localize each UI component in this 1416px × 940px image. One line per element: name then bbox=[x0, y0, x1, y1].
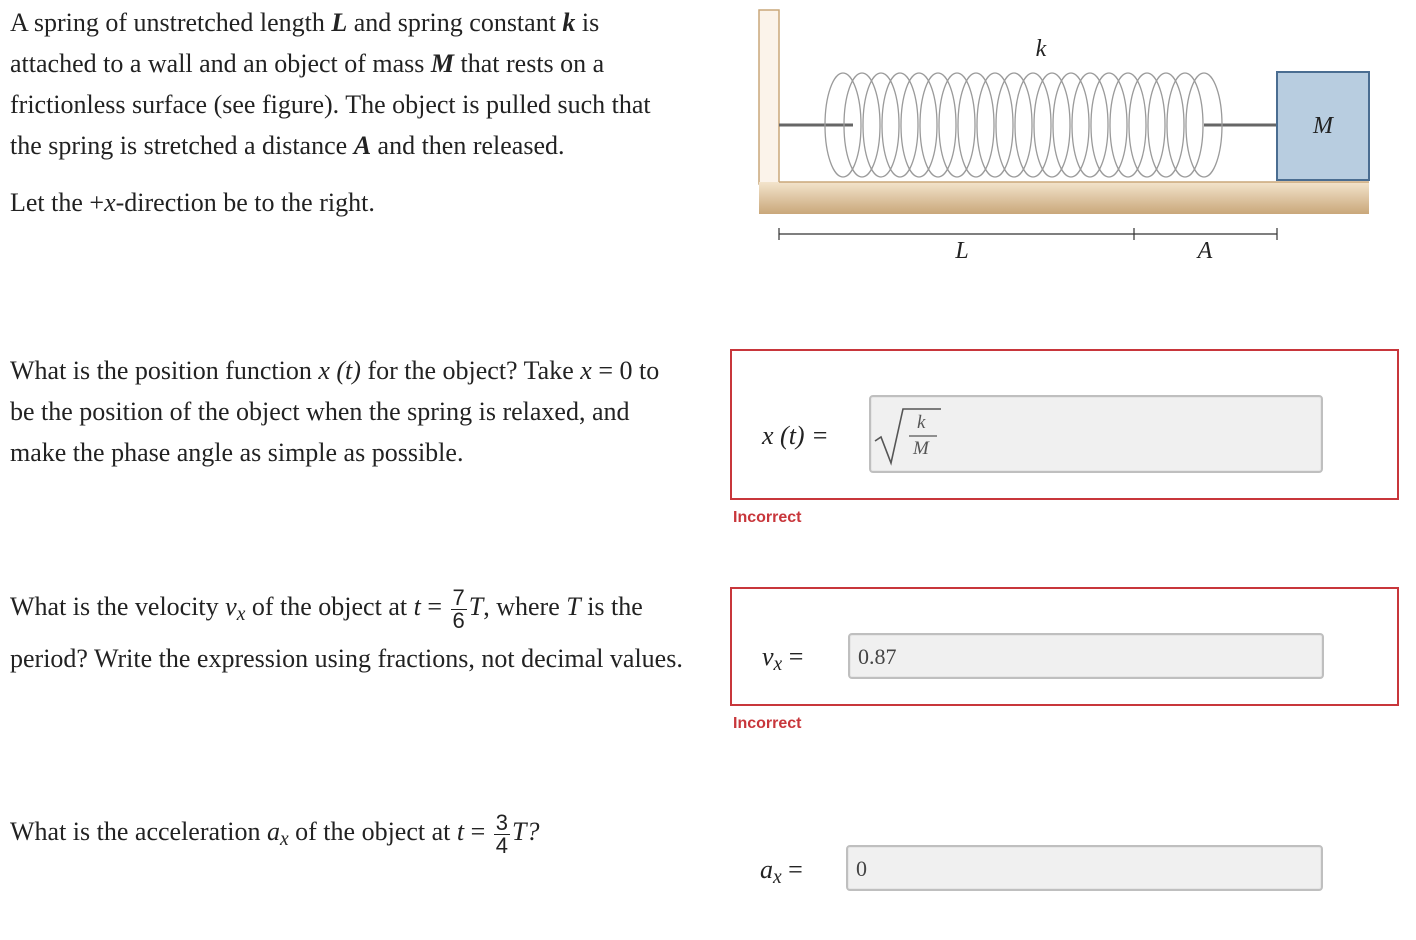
velocity-label: $v_x$ = bbox=[762, 642, 804, 675]
velocity-input[interactable] bbox=[848, 633, 1324, 679]
stretch-label: A bbox=[1197, 238, 1213, 264]
spring-constant-label: k bbox=[1035, 36, 1047, 62]
position-status: Incorrect bbox=[733, 509, 802, 526]
sqrt-icon bbox=[873, 405, 943, 467]
sqrt-numerator: k bbox=[917, 412, 926, 433]
velocity-answer-box bbox=[730, 587, 1399, 706]
intro-paragraph: A spring of unstretched length L and spring constant k is attached to a wall and an object of mass M that rests on a frictionless surface (see figure). The object is pulled such that the spring is stretched a distance A and then released. bbox=[10, 8, 651, 160]
length-label: L bbox=[955, 238, 969, 264]
velocity-time-fraction: $\frac{7}{6}$ bbox=[452, 584, 465, 633]
spring-diagram bbox=[757, 8, 1371, 270]
sqrt-denominator: M bbox=[913, 438, 929, 459]
acceleration-input[interactable] bbox=[846, 845, 1323, 891]
velocity-status: Incorrect bbox=[733, 715, 802, 732]
velocity-value: 0.87 bbox=[858, 644, 897, 669]
problem-statement bbox=[10, 2, 680, 223]
wall bbox=[759, 10, 779, 184]
acceleration-label: $a_x$ = bbox=[760, 855, 803, 888]
acceleration-value: 0 bbox=[856, 856, 867, 881]
question-velocity: What is the velocity $v_x$ of the object at t = $\frac{7}{6}$ T, where T is the period? Write the expression using fractions, not decimal values. bbox=[10, 584, 683, 673]
spring-coils bbox=[825, 73, 1222, 177]
spring-mass-figure bbox=[757, 8, 1371, 270]
question-position: What is the position function x (t) for the object? Take x = 0 to be the position of the object when the spring is relaxed, and make the phase angle as simple as possible. bbox=[10, 356, 660, 467]
position-answer-box bbox=[730, 349, 1399, 500]
direction-note: Let the +x-direction be to the right. bbox=[10, 188, 375, 217]
position-label: x (t) = bbox=[762, 421, 829, 450]
mass-label: M bbox=[1313, 113, 1333, 139]
question-acceleration: What is the acceleration $a_x$ of the object at t = $\frac{3}{4}$ T? bbox=[10, 809, 540, 858]
floor bbox=[759, 182, 1369, 214]
position-input[interactable] bbox=[869, 395, 1323, 473]
acceleration-time-fraction: $\frac{3}{4}$ bbox=[495, 809, 509, 858]
